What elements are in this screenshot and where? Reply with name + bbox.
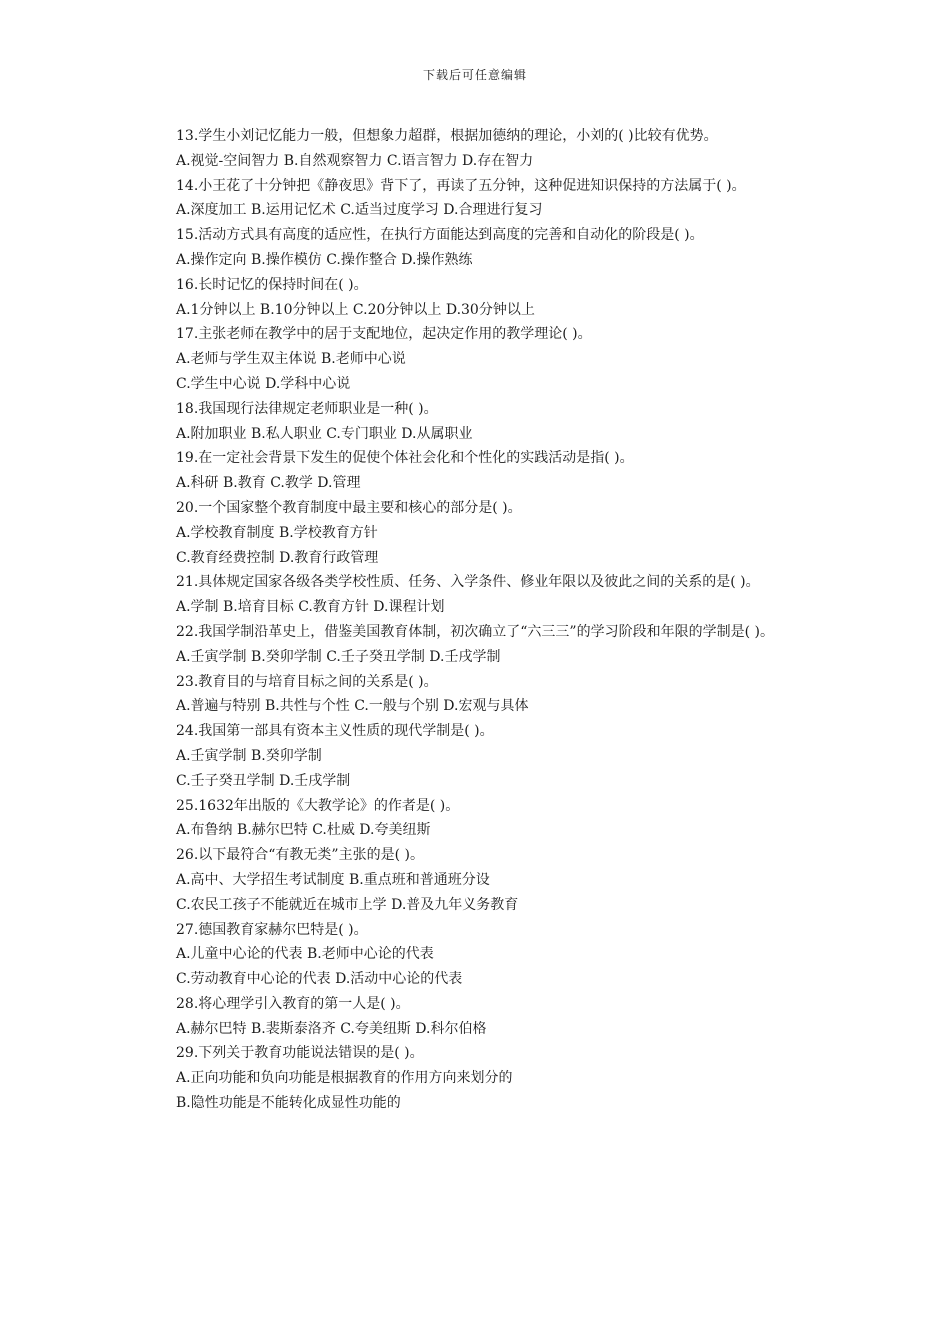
text-line: 21.具体规定国家各级各类学校性质、任务、入学条件、修业年限以及彼此之间的关系的是( )。 <box>176 574 760 591</box>
text-line: 20.一个国家整个教育制度中最主要和核心的部分是( )。 <box>176 499 522 516</box>
text-line: 24.我国第一部具有资本主义性质的现代学制是( )。 <box>176 723 494 740</box>
document-body <box>144 124 810 1116</box>
text-line: 29.下列关于教育功能说法错误的是( )。 <box>176 1045 424 1062</box>
text-line: A.科研 B.教育 C.教学 D.管理 <box>176 475 361 492</box>
text-line: 25.1632年出版的《大教学论》的作者是( )。 <box>176 797 460 814</box>
text-line: A.1分钟以上 B.10分钟以上 C.20分钟以上 D.30分钟以上 <box>176 301 535 318</box>
text-line: A.老师与学生双主体说 B.老师中心说 <box>176 351 406 368</box>
text-line: 13.学生小刘记忆能力一般，但想象力超群，根据加德纳的理论，小刘的( )比较有优势。 <box>176 128 718 144</box>
text-line: 15.活动方式具有高度的适应性，在执行方面能达到高度的完善和自动化的阶段是( )。 <box>176 227 704 244</box>
text-line: A.赫尔巴特 B.裴斯泰洛齐 C.夸美纽斯 D.科尔伯格 <box>176 1020 487 1037</box>
text-line: 18.我国现行法律规定老师职业是一种( )。 <box>176 400 438 417</box>
text-line: C.壬子癸丑学制 D.壬戌学制 <box>176 772 351 789</box>
text-line: C.学生中心说 D.学科中心说 <box>176 375 351 392</box>
text-line: A.学制 B.培育目标 C.教育方针 D.课程计划 <box>176 599 445 616</box>
text-line: A.儿童中心论的代表 B.老师中心论的代表 <box>176 946 434 963</box>
text-line: A.深度加工 B.运用记忆术 C.适当过度学习 D.合理进行复习 <box>176 202 543 219</box>
text-line: 28.将心理学引入教育的第一人是( )。 <box>176 995 410 1012</box>
text-line: 27.德国教育家赫尔巴特是( )。 <box>176 921 368 938</box>
page-header: 下载后可任意编辑 <box>422 68 527 82</box>
text-line: A.高中、大学招生考试制度 B.重点班和普通班分设 <box>176 871 490 888</box>
text-line: 26.以下最符合“有教无类”主张的是( )。 <box>176 847 424 864</box>
text-line: A.布鲁纳 B.赫尔巴特 C.杜威 D.夸美纽斯 <box>176 822 431 839</box>
text-line: A.壬寅学制 B.癸卯学制 <box>176 747 322 764</box>
text-line: A.视觉-空间智力 B.自然观察智力 C.语言智力 D.存在智力 <box>176 152 534 169</box>
text-line: A.普遍与特别 B.共性与个性 C.一般与个别 D.宏观与具体 <box>176 698 529 715</box>
text-line: A.附加职业 B.私人职业 C.专门职业 D.从属职业 <box>176 425 473 442</box>
text-line: 17.主张老师在教学中的居于支配地位，起决定作用的教学理论( )。 <box>176 326 592 343</box>
text-line: C.劳动教育中心论的代表 D.活动中心论的代表 <box>176 971 463 988</box>
text-line: A.学校教育制度 B.学校教育方针 <box>176 524 378 541</box>
text-line: A.操作定向 B.操作模仿 C.操作整合 D.操作熟练 <box>176 251 473 268</box>
text-line: 19.在一定社会背景下发生的促使个体社会化和个性化的实践活动是指( )。 <box>176 450 634 467</box>
text-line: 14.小王花了十分钟把《静夜思》背下了，再读了五分钟，这种促进知识保持的方法属于( )。 <box>176 177 746 194</box>
text-line: 22.我国学制沿革史上，借鉴美国教育体制，初次确立了“六三三”的学习阶段和年限的学制是( )。 <box>176 623 774 640</box>
text-line: A.正向功能和负向功能是根据教育的作用方向来划分的 <box>176 1070 513 1087</box>
text-line: 23.教育目的与培育目标之间的关系是( )。 <box>176 673 438 690</box>
text-line: C.教育经费控制 D.教育行政管理 <box>176 549 379 566</box>
text-line: C.农民工孩子不能就近在城市上学 D.普及九年义务教育 <box>176 896 519 913</box>
text-line: B.隐性功能是不能转化成显性功能的 <box>176 1095 401 1112</box>
text-line: A.壬寅学制 B.癸卯学制 C.壬子癸丑学制 D.壬戌学制 <box>176 648 501 665</box>
text-line: 16.长时记忆的保持时间在( )。 <box>176 276 368 293</box>
